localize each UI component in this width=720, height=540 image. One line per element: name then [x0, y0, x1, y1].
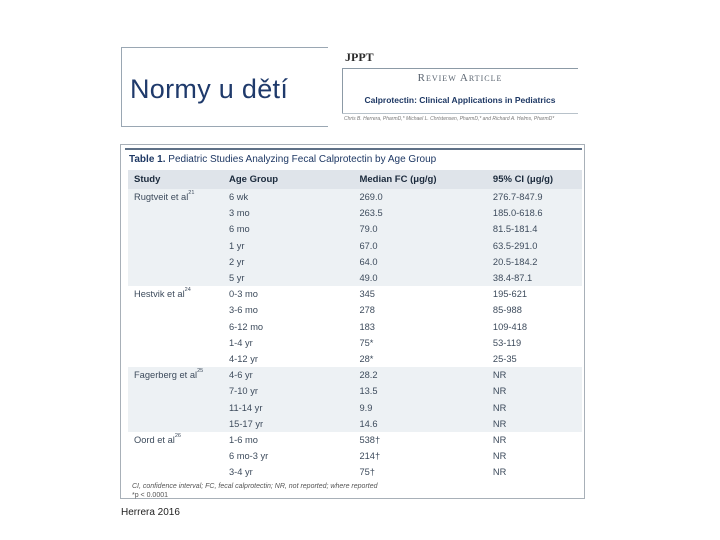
article-heading: Calprotectin: Clinical Applications in Pediatrics: [364, 95, 556, 105]
median-cell: 278: [359, 305, 375, 316]
header-divider: [342, 68, 578, 69]
table-caption-label: Table 1.: [129, 154, 166, 165]
header-median-fc: Median FC (μg/g): [359, 174, 437, 185]
table-caption-text: Pediatric Studies Analyzing Fecal Calprotectin by Age Group: [168, 154, 437, 165]
table-top-rule: [125, 148, 582, 150]
age-cell: 4-6 yr: [229, 370, 253, 381]
table-row: [128, 238, 582, 254]
ci-cell: NR: [492, 402, 507, 413]
journal-name: JPPT: [345, 50, 374, 64]
age-cell: 0-3 mo: [229, 289, 258, 300]
table-row: [128, 286, 582, 302]
title-box: [121, 47, 328, 127]
study-group-oord: [128, 432, 582, 481]
age-cell: 6-12 mo: [229, 321, 264, 332]
table-row: [128, 221, 582, 237]
ci-cell: NR: [492, 386, 507, 397]
table-row: [128, 399, 582, 415]
table-row: [128, 254, 582, 270]
ci-cell: NR: [492, 451, 507, 462]
ci-cell: NR: [492, 418, 507, 429]
median-cell: 28*: [359, 353, 374, 364]
table-row: [128, 205, 582, 221]
table-row: [128, 432, 582, 448]
median-cell: 67.0: [359, 240, 378, 251]
header-bottom-divider: [342, 113, 578, 114]
age-cell: 3-6 mo: [229, 305, 258, 316]
median-cell: 64.0: [359, 256, 378, 267]
table-header-row: [128, 170, 582, 189]
study-group-rugtveit: [128, 189, 582, 286]
age-cell: 2 yr: [229, 256, 245, 267]
age-cell: 1-6 mo: [229, 434, 258, 445]
table-footnotes: [132, 482, 378, 500]
median-cell: 75†: [359, 467, 375, 478]
median-cell: 214†: [359, 451, 381, 462]
age-cell: 11-14 yr: [229, 402, 263, 413]
header-ci: 95% CI (μg/g): [492, 174, 554, 185]
table-row: [128, 367, 582, 383]
table-row: [128, 351, 582, 367]
median-cell: 49.0: [359, 273, 378, 284]
median-cell: 269.0: [359, 192, 383, 203]
age-cell: 1-4 yr: [229, 337, 253, 348]
study-group-hestvik: [128, 286, 582, 367]
median-cell: 79.0: [359, 224, 378, 235]
age-cell: 6 wk: [229, 192, 249, 203]
ci-cell: 195-621: [492, 289, 528, 300]
article-header-image: [342, 47, 580, 125]
table-image: [120, 144, 585, 499]
median-cell: 9.9: [359, 402, 373, 413]
ci-cell: 85-988: [492, 305, 522, 316]
ci-cell: 81.5-181.4: [492, 224, 538, 235]
footnote-abbreviations: CI, confidence interval; FC, fecal calprotectin; NR, not reported; where reported: [132, 483, 378, 490]
article-type: Review Article: [417, 72, 503, 84]
age-cell: 7-10 yr: [229, 386, 258, 397]
age-cell: 3 mo: [229, 208, 250, 219]
median-cell: 263.5: [359, 208, 383, 219]
ci-cell: 20.5-184.2: [492, 256, 538, 267]
age-cell: 15-17 yr: [229, 418, 264, 429]
ci-cell: 276.7-847.9: [492, 192, 543, 203]
table-row: [128, 464, 582, 480]
slide-title: Normy u dětí: [130, 74, 289, 104]
study-cell: Fagerberg et $al^{25}$: [134, 368, 204, 381]
median-cell: 13.5: [359, 386, 378, 397]
median-cell: 28.2: [359, 370, 378, 381]
ci-cell: 38.4-87.1: [492, 273, 533, 284]
slide-citation: Herrera 2016: [121, 507, 180, 518]
age-cell: 3-4 yr: [229, 467, 253, 478]
study-cell: Oord et $al^{26}$: [134, 432, 181, 445]
ci-cell: 109-418: [492, 321, 528, 332]
age-cell: 1 yr: [229, 240, 245, 251]
table-row: [128, 270, 582, 286]
median-cell: 75*: [359, 337, 374, 348]
table-row: [128, 302, 582, 318]
age-cell: 6 mo: [229, 224, 250, 235]
table-row: [128, 189, 582, 205]
ci-cell: 63.5-291.0: [492, 240, 538, 251]
table-row: [128, 448, 582, 464]
age-cell: 6 mo-3 yr: [229, 451, 269, 462]
header-age-group: Age Group: [229, 174, 279, 185]
study-group-fagerberg: [128, 367, 582, 432]
table-row: [128, 319, 582, 335]
ci-cell: 25-35: [492, 353, 517, 364]
article-authors: Chris B. Herrera, PharmD,* Michael L. Christensen, PharmD,* and Richard A. Helms, PharmD*: [344, 116, 555, 122]
median-cell: 14.6: [359, 418, 378, 429]
study-cell: Rugtveit et $al^{21}$: [134, 190, 195, 203]
age-cell: 5 yr: [229, 273, 245, 284]
header-study: Study: [134, 174, 161, 185]
table-row: [128, 416, 582, 432]
ci-cell: NR: [492, 467, 507, 478]
age-cell: 4-12 yr: [229, 353, 258, 364]
calprotectin-table: [128, 170, 582, 480]
ci-cell: 185.0-618.6: [492, 208, 543, 219]
table-caption: [129, 154, 436, 165]
median-cell: 538†: [359, 434, 381, 445]
study-cell: Hestvik et $al^{24}$: [134, 287, 191, 300]
ci-cell: NR: [492, 370, 507, 381]
ci-cell: 53-119: [492, 337, 522, 348]
footnote-significance: *p < 0.0001: [132, 492, 169, 499]
ci-cell: NR: [492, 434, 507, 445]
table-row: [128, 383, 582, 399]
table-row: [128, 335, 582, 351]
median-cell: 345: [359, 289, 375, 300]
median-cell: 183: [359, 321, 375, 332]
